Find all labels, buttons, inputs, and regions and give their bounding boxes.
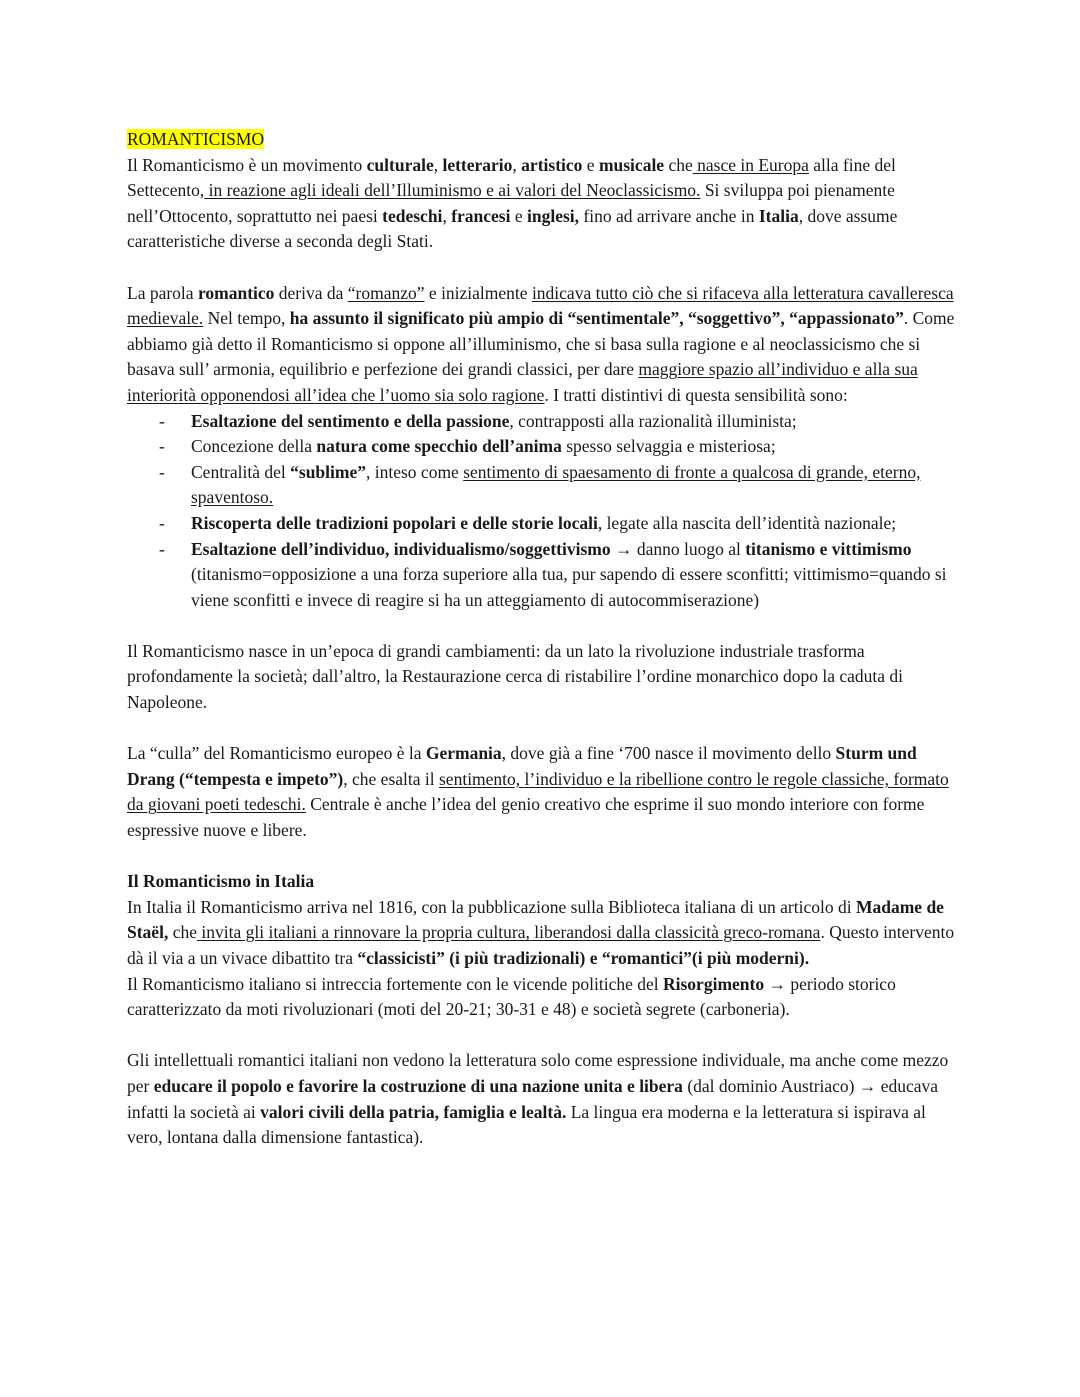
bold-text: “sublime”: [290, 461, 366, 482]
bold-text: “classicisti” (i più tradizionali) e “romantici”(i più moderni).: [357, 948, 810, 968]
text-run: , dove assume caratteristiche diverse a seconda degli Stati.: [127, 205, 898, 252]
bold-text: Madame de Staël,: [127, 896, 944, 943]
paragraph-risorgimento: [127, 972, 957, 1023]
text-run: → danno luogo al: [610, 538, 746, 559]
text-run: (titanismo=opposizione a una forza superiore alla tua, pur sapendo di essere sconfitti; vittimismo=quando si viene sconfitti e invece di reagire si ha un atteggiamento di autocommiserazione): [191, 564, 947, 610]
bold-text: educare il popolo e favorire la costruzione di una nazione unita e libera: [153, 1075, 683, 1096]
text-run: e: [582, 154, 599, 175]
text-run: , che esalta il: [343, 768, 439, 789]
text-run: alla fine del Settecento,: [127, 154, 896, 201]
text-run: spesso selvaggia e misteriosa;: [561, 436, 776, 457]
bold-text: Italia: [758, 205, 799, 226]
text-run: Si sviluppa poi pienamente nell’Ottocento, soprattutto nei paesi: [127, 180, 895, 226]
document-page: [127, 127, 957, 1151]
underlined-text: maggiore spazio all’individuo e alla sua interiorità opponendosi all’idea che l’uomo sia solo ragione: [127, 359, 918, 405]
text-run: ,: [512, 154, 522, 175]
underlined-text: “romanzo”: [347, 282, 425, 303]
text-run: La parola: [127, 282, 198, 303]
spacer: [127, 613, 957, 639]
bold-text: titanismo e vittimismo: [745, 538, 912, 559]
underlined-text: invita gli italiani a rinnovare la propria cultura, liberandosi dalla classicità greco-romana: [197, 922, 821, 943]
bold-text: musicale: [598, 154, 665, 175]
bold-text: inglesi,: [527, 205, 580, 226]
bold-text: natura come specchio dell’anima: [316, 436, 562, 457]
text-run: Gli intellettuali romantici italiani non vedono la letteratura solo come espressione individuale, ma anche come mezzo per: [127, 1050, 949, 1096]
paragraph-italy-start: [127, 895, 957, 972]
bold-text: Esaltazione dell’individuo, individualismo/soggettivismo: [191, 538, 611, 559]
list-item: [127, 511, 957, 537]
text-run: Centralità del: [191, 461, 291, 482]
bold-text: artistico: [521, 154, 583, 175]
text-run: ,: [433, 154, 443, 175]
text-run: fino ad arrivare anche in: [579, 205, 759, 226]
text-run: Concezione della: [191, 436, 317, 457]
underlined-text: sentimento di spaesamento di fronte a qualcosa di grande, eterno, spaventoso.: [191, 461, 921, 508]
bold-text: romantico: [197, 282, 275, 303]
text-run: Il Romanticismo nasce in un’epoca di grandi cambiamenti: da un lato la rivoluzione industriale trasforma profondamente la società; dall’altro, la Restaurazione cerca di ristabilire l’ordine monarchico dopo la caduta di Napoleone.: [127, 640, 903, 713]
list-item: [127, 460, 957, 511]
text-run: . Come abbiamo già detto il Romanticismo si oppone all’illuminismo, che si basa sulla ragione e al neoclassicismo che si basava sull’ armonia, equilibrio e perfezione dei grandi classici, per dare: [127, 308, 955, 380]
section-heading-text: Il Romanticismo in Italia: [127, 871, 315, 892]
bold-text: francesi: [451, 205, 511, 226]
underlined-text: in reazione agli ideali dell’Illuminismo e ai valori del Neoclassicismo.: [204, 180, 701, 201]
text-run: La lingua era moderna e la letteratura si ispirava al vero, lontana dalla dimensione fantastica).: [127, 1101, 926, 1148]
spacer: [127, 1023, 957, 1049]
bold-text: valori civili della patria, famiglia e lealtà.: [260, 1101, 567, 1122]
text-run: In Italia il Romanticismo arriva nel 1816, con la pubblicazione sulla Biblioteca italiana di un articolo di: [127, 896, 856, 917]
spacer: [127, 255, 957, 281]
bold-text: Sturm und Drang (“tempesta e impeto”): [127, 743, 917, 789]
text-run: Nel tempo,: [203, 308, 290, 329]
text-run: e: [510, 205, 528, 226]
bold-text: Esaltazione del sentimento e della passione: [191, 410, 510, 431]
list-item: [127, 409, 957, 435]
spacer: [127, 716, 957, 742]
bold-text: culturale: [366, 154, 434, 175]
text-run: e inizialmente: [424, 282, 532, 303]
text-run: , legate alla nascita dell’identità nazionale;: [597, 512, 897, 533]
section-heading-italy: [127, 869, 957, 895]
text-run: . Questo intervento dà il via a un vivace dibattito tra: [127, 922, 955, 968]
underlined-text: indicava tutto ciò che si rifaceva alla letteratura cavalleresca medievale.: [127, 282, 954, 329]
text-run: , inteso come: [366, 461, 464, 482]
text-run: Il Romanticismo è un movimento: [127, 154, 367, 175]
underlined-text: sentimento, l’individuo e la ribellione contro le regole classiche, formato da giovani poeti tedeschi.: [127, 768, 949, 815]
paragraph-germany: [127, 741, 957, 843]
paragraph-context: [127, 639, 957, 716]
underlined-text: nasce in Europa: [692, 154, 809, 175]
paragraph-intellectuals: [127, 1048, 957, 1150]
doc-heading: [127, 127, 957, 153]
text-run: ,: [442, 205, 452, 226]
bold-text: Risorgimento: [663, 973, 765, 994]
spacer: [127, 844, 957, 870]
text-run: , contrapposti alla razionalità illuminista;: [509, 410, 797, 431]
text-run: Il Romanticismo italiano si intreccia fortemente con le vicende politiche del: [127, 973, 663, 994]
text-run: che: [168, 922, 197, 943]
text-run: La “culla” del Romanticismo europeo è la: [127, 743, 426, 764]
bold-text: Germania: [425, 743, 502, 764]
bold-text: letterario: [442, 154, 513, 175]
text-run: che: [664, 154, 693, 175]
bold-text: tedeschi: [382, 205, 443, 226]
text-run: → periodo storico caratterizzato da moti rivoluzionari (moti del 20-21; 30-31 e 48) e società segrete (carboneria).: [127, 973, 896, 1020]
text-run: (dal dominio Austriaco) → educava infatti la società ai: [127, 1075, 939, 1122]
bold-text: Riscoperta delle tradizioni popolari e delle storie locali: [191, 512, 598, 533]
heading-highlight: ROMANTICISMO: [127, 129, 265, 149]
text-run: . I tratti distintivi di questa sensibilità sono:: [544, 384, 848, 405]
list-item: [127, 537, 957, 614]
text-run: , dove già a fine ‘700 nasce il movimento dello: [501, 743, 836, 764]
bold-text: ha assunto il significato più ampio di “sentimentale”, “soggettivo”, “appassionato”: [289, 308, 904, 329]
list-item: [127, 434, 957, 460]
paragraph-intro: [127, 153, 957, 255]
traits-list: [127, 409, 957, 614]
text-run: deriva da: [274, 282, 348, 303]
paragraph-etymology: [127, 281, 957, 409]
text-run: Centrale è anche l’idea del genio creativo che esprime il suo mondo interiore con forme espressive nuove e libere.: [127, 794, 925, 841]
